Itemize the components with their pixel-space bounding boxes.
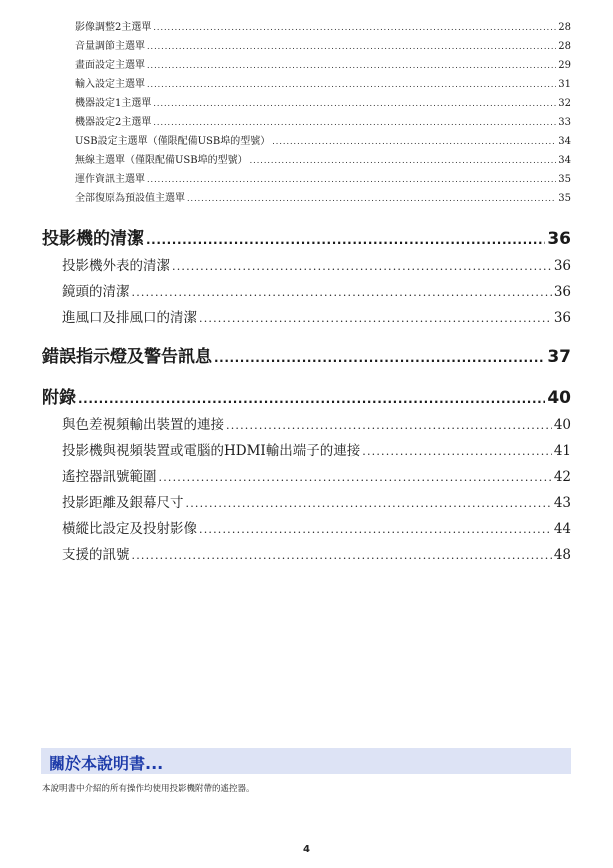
- toc-entry-page: 34: [558, 155, 571, 166]
- toc-entry[interactable]: [75, 170, 571, 189]
- toc-entry[interactable]: [62, 491, 571, 517]
- toc-entry-page: 31: [558, 79, 571, 90]
- toc-entry-page: 28: [558, 22, 571, 33]
- toc-entry[interactable]: [62, 254, 571, 280]
- toc-section-page: 36: [547, 229, 571, 249]
- toc-entry-title: 投影距離及銀幕尺寸: [62, 495, 184, 511]
- toc-section-page: 40: [547, 388, 571, 408]
- toc-leader: [199, 312, 552, 325]
- toc-entry-page: 35: [558, 174, 571, 185]
- toc-section-errors[interactable]: [42, 342, 571, 368]
- toc-entry[interactable]: [75, 189, 571, 208]
- toc-entry-title: USB設定主選單（僅限配備USB埠的型號）: [75, 136, 271, 147]
- toc-entry-page: 36: [553, 310, 571, 326]
- toc-entry[interactable]: [75, 132, 571, 151]
- toc-section-title: 錯誤指示燈及警告訊息: [42, 347, 212, 367]
- toc-entry-page: 48: [553, 547, 571, 563]
- toc-entry[interactable]: [75, 113, 571, 132]
- toc-entry-page: 34: [558, 136, 571, 147]
- toc-entry-title: 與色差視頻輸出裝置的連接: [62, 417, 224, 433]
- toc-entry-title: 無線主選單（僅限配備USB埠的型號）: [75, 155, 248, 166]
- toc-entry[interactable]: [75, 18, 571, 37]
- toc-leader: [153, 23, 556, 32]
- toc-section-appendix[interactable]: [42, 383, 571, 409]
- toc-leader: [153, 118, 556, 127]
- toc-leader: [186, 497, 552, 510]
- toc-entry-title: 機器設定2主選單: [75, 117, 152, 128]
- toc-entry-title: 輸入設定主選單: [75, 79, 145, 90]
- toc-entry-page: 40: [553, 417, 571, 433]
- about-manual-banner: [41, 748, 571, 774]
- toc-section-title: 投影機的清潔: [42, 229, 144, 249]
- toc-entry-title: 音量調節主選單: [75, 41, 145, 52]
- toc-entry-page: 29: [558, 60, 571, 71]
- toc-entry[interactable]: [62, 517, 571, 543]
- toc-leader: [226, 419, 552, 432]
- toc-leader: [187, 194, 556, 203]
- toc-entry-title: 投影機與視頻裝置或電腦的HDMI輸出端子的連接: [62, 443, 361, 459]
- toc-leader: [199, 523, 552, 536]
- toc-entry-page: 43: [553, 495, 571, 511]
- toc-entry-title: 進風口及排風口的清潔: [62, 310, 197, 326]
- toc-entry[interactable]: [62, 280, 571, 306]
- toc-leader: [147, 175, 556, 184]
- toc-section-title: 附錄: [42, 388, 76, 408]
- toc-entry-title: 全部復原為預設值主選單: [75, 193, 185, 204]
- toc-entry[interactable]: [75, 94, 571, 113]
- toc-entry-title: 鏡頭的清潔: [62, 284, 130, 300]
- toc-entry[interactable]: [62, 543, 571, 569]
- toc-entry-title: 投影機外表的清潔: [62, 258, 170, 274]
- toc-entry-title: 橫縱比設定及投射影像: [62, 521, 197, 537]
- toc-entry[interactable]: [62, 413, 571, 439]
- toc-entry-page: 41: [553, 443, 571, 459]
- toc-leader: [362, 445, 552, 458]
- toc-entry[interactable]: [62, 465, 571, 491]
- about-manual-text: 本說明書中介紹的所有操作均使用投影機附帶的遙控器。: [42, 784, 255, 794]
- toc-section-cleaning[interactable]: [42, 224, 571, 250]
- toc-entry[interactable]: [75, 37, 571, 56]
- toc-entry-title: 機器設定1主選單: [75, 98, 152, 109]
- toc-entry-title: 影像調整2主選單: [75, 22, 152, 33]
- toc-entry-title: 畫面設定主選單: [75, 60, 145, 71]
- toc-leader: [250, 156, 557, 165]
- toc-entry-page: 32: [558, 98, 571, 109]
- toc-entry[interactable]: [75, 151, 571, 170]
- toc-leader: [272, 137, 556, 146]
- toc-entry[interactable]: [62, 439, 571, 465]
- toc-entry[interactable]: [62, 306, 571, 332]
- toc-leader: [153, 99, 556, 108]
- toc-entry[interactable]: [75, 56, 571, 75]
- toc-leader: [147, 61, 556, 70]
- toc-leader: [132, 286, 552, 299]
- toc-entry-title: 支援的訊號: [62, 547, 130, 563]
- toc-leader: [132, 549, 552, 562]
- toc-entry-page: 36: [553, 284, 571, 300]
- toc-entry-title: 運作資訊主選單: [75, 174, 145, 185]
- toc-leader: [159, 471, 552, 484]
- toc-section-page: 37: [547, 347, 571, 367]
- toc-leader: [146, 233, 545, 247]
- toc-leader: [214, 351, 545, 365]
- toc-entry-page: 36: [553, 258, 571, 274]
- toc-entry-page: 44: [553, 521, 571, 537]
- toc-entry-page: 42: [553, 469, 571, 485]
- toc-entry-page: 28: [558, 41, 571, 52]
- toc-entry-title: 遙控器訊號範圍: [62, 469, 157, 485]
- toc-leader: [172, 260, 552, 273]
- toc-entry-page: 35: [558, 193, 571, 204]
- toc-leader: [78, 392, 545, 406]
- page-number: 4: [303, 844, 310, 855]
- toc-leader: [147, 80, 556, 89]
- about-manual-title: 關於本說明書...: [49, 754, 164, 773]
- toc-entry-page: 33: [558, 117, 571, 128]
- toc-entry[interactable]: [75, 75, 571, 94]
- toc-leader: [147, 42, 556, 51]
